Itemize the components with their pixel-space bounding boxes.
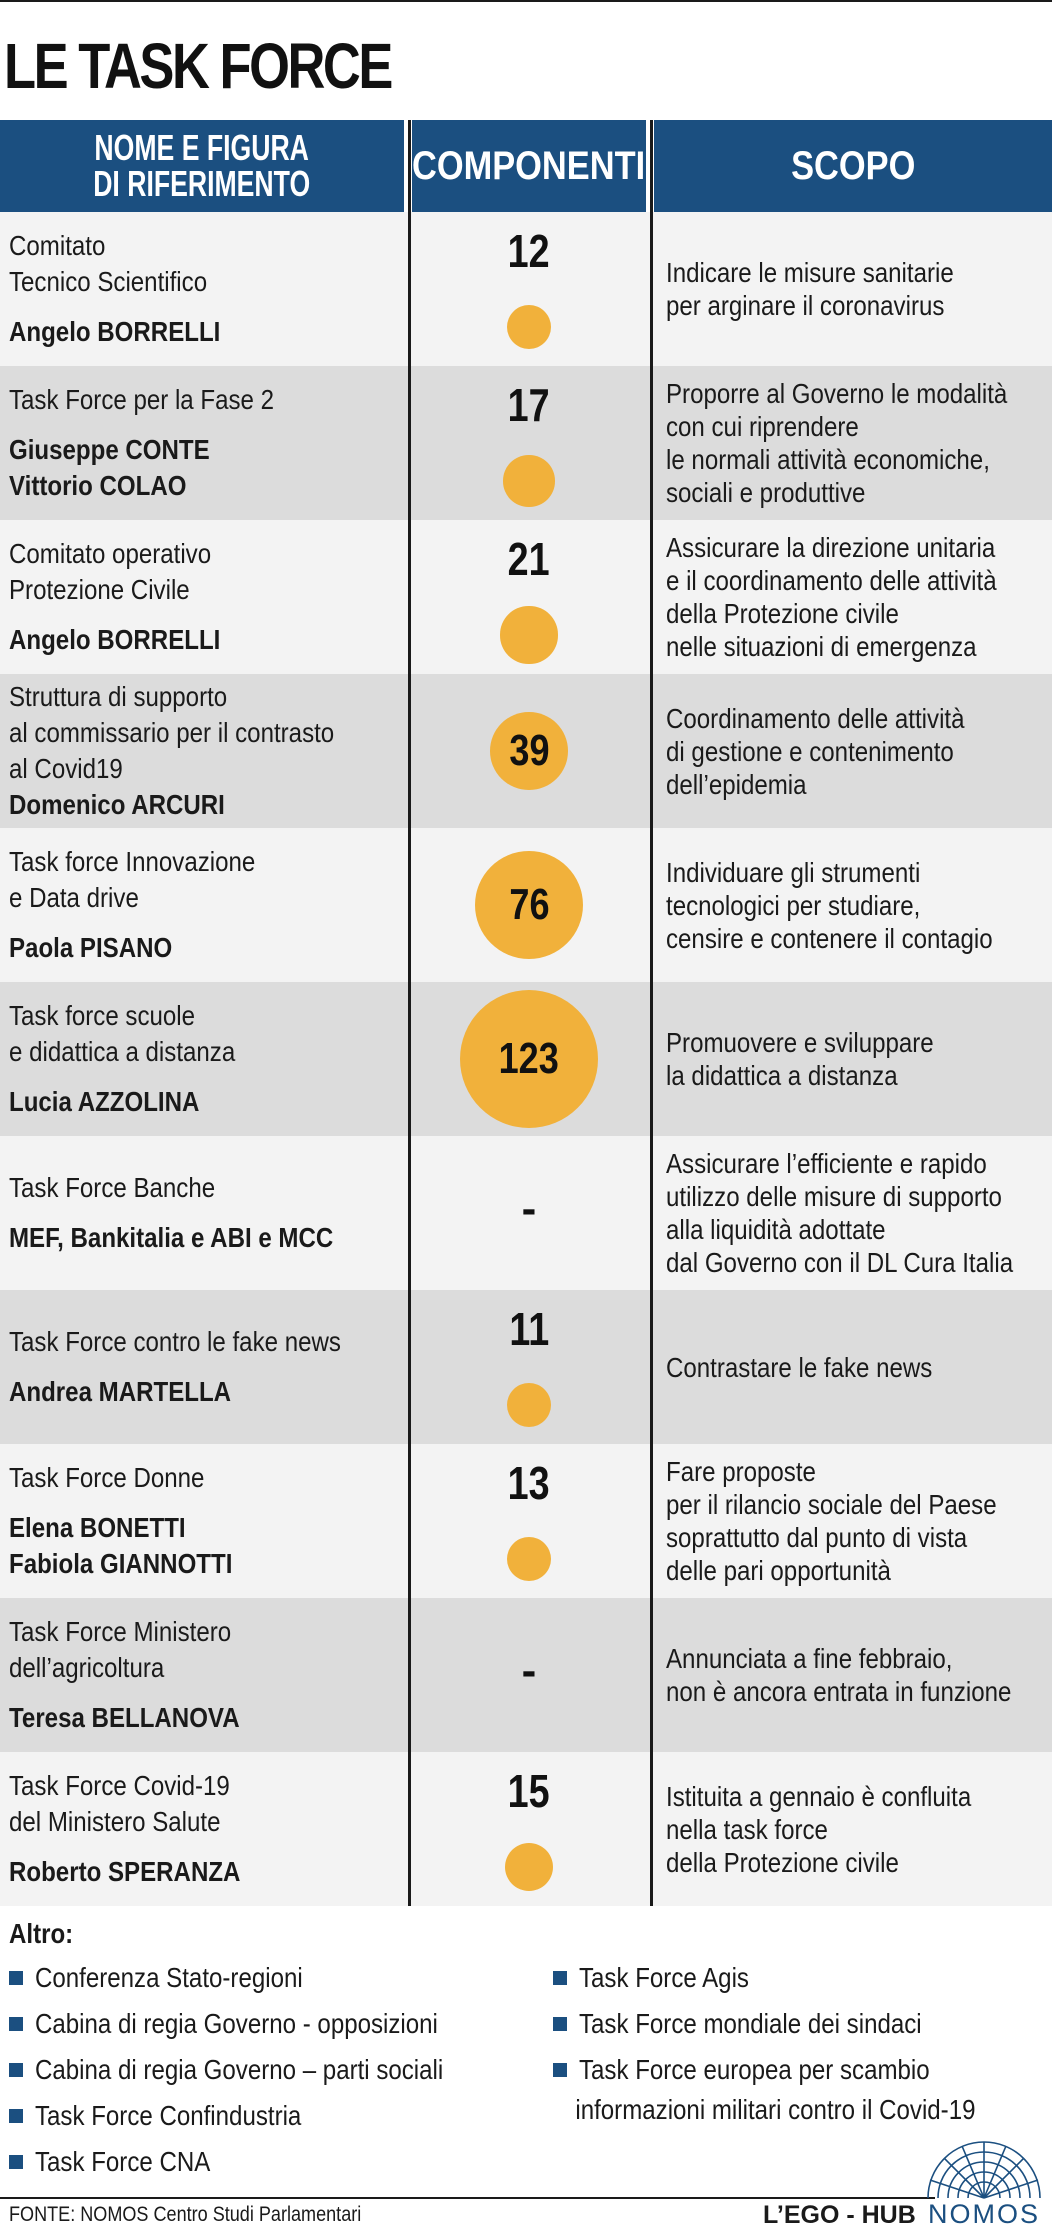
components-cell xyxy=(412,366,646,520)
scope-line: censire e contenere il contagio xyxy=(666,922,993,954)
scope-cell xyxy=(666,674,1052,828)
square-bullet-icon xyxy=(9,2017,23,2031)
task-force-name-line: Comitato operativo xyxy=(9,538,212,569)
task-force-name xyxy=(9,828,405,982)
components-cell xyxy=(412,1598,646,1752)
scope-line: dal Governo con il DL Cura Italia xyxy=(666,1247,1014,1278)
altro-item-label: Cabina di regia Governo – parti sociali xyxy=(35,2054,444,2085)
scope-line: con cui riprendere xyxy=(666,411,859,442)
task-force-leader: Domenico ARCURI xyxy=(9,789,225,820)
task-force-leader: Giuseppe CONTE xyxy=(9,434,210,465)
task-force-leader: Fabiola GIANNOTTI xyxy=(9,1548,233,1579)
components-cell xyxy=(412,1290,646,1444)
column-divider-1 xyxy=(408,120,411,1906)
task-force-name xyxy=(9,366,405,520)
scope-line: nelle situazioni di emergenza xyxy=(666,631,977,662)
square-bullet-icon xyxy=(553,1971,567,1985)
task-force-name-line: al commissario per il contrasto xyxy=(9,717,335,748)
components-dash: - xyxy=(521,1646,537,1695)
altro-item-label: Cabina di regia Governo - opposizioni xyxy=(35,2008,438,2039)
scope-line: Istituita a gennaio è confluita xyxy=(666,1780,972,1812)
task-force-leader: Angelo BORRELLI xyxy=(9,624,221,655)
column-divider-2 xyxy=(650,120,653,1906)
components-cell xyxy=(412,212,646,366)
components-dash: - xyxy=(521,1184,537,1233)
table-row xyxy=(0,1444,1052,1598)
scope-line: Contrastare le fake news xyxy=(666,1351,933,1383)
altro-item xyxy=(9,2050,510,2096)
components-circle xyxy=(500,606,557,663)
task-force-name xyxy=(9,1290,405,1444)
components-count: 21 xyxy=(508,533,550,585)
header-components: COMPONENTI xyxy=(412,120,646,212)
credit-label: L’EGO - HUB xyxy=(763,2201,916,2229)
scope-line: Proporre al Governo le modalità xyxy=(666,378,1008,409)
scope-line: delle pari opportunità xyxy=(666,1555,891,1586)
scope-line: le normali attività economiche, xyxy=(666,444,990,475)
task-force-name-line: Protezione Civile xyxy=(9,574,190,605)
nomos-logo-text: NOMOS xyxy=(928,2199,1041,2229)
task-force-name-line: Task Force contro le fake news xyxy=(9,1326,341,1357)
scope-cell xyxy=(666,982,1052,1136)
task-force-name xyxy=(9,1598,405,1752)
task-force-name xyxy=(9,520,405,674)
scope-line: dell’epidemia xyxy=(666,768,807,800)
scope-line: Promuovere e sviluppare xyxy=(666,1027,934,1058)
altro-list-left xyxy=(9,1958,510,2188)
table-row xyxy=(0,1752,1052,1906)
task-force-name-line: Task Force Ministero xyxy=(9,1616,232,1647)
table-row xyxy=(0,982,1052,1136)
scope-cell xyxy=(666,1136,1052,1290)
header-scope: SCOPO xyxy=(654,120,1052,212)
table-row xyxy=(0,1290,1052,1444)
scope-cell xyxy=(666,1444,1052,1598)
task-force-name-line: Comitato xyxy=(9,230,106,261)
task-force-name-line: Task force scuole xyxy=(9,1000,196,1031)
task-force-name-line: Task Force per la Fase 2 xyxy=(9,384,274,415)
scope-line: Assicurare la direzione unitaria xyxy=(666,532,996,563)
task-force-name-line: dell’agricoltura xyxy=(9,1652,165,1683)
components-circle xyxy=(505,1843,553,1891)
components-cell xyxy=(412,520,646,674)
task-force-leader: MEF, Bankitalia e ABI e MCC xyxy=(9,1222,334,1253)
task-force-name-line: Tecnico Scientifico xyxy=(9,266,208,297)
task-force-name xyxy=(9,1444,405,1598)
scope-cell xyxy=(666,366,1052,520)
task-force-name-line: Task Force Covid-19 xyxy=(9,1770,230,1801)
altro-item-label: Task Force CNA xyxy=(35,2146,211,2177)
table-row xyxy=(0,828,1052,982)
scope-line: la didattica a distanza xyxy=(666,1060,898,1091)
scope-line: soprattutto dal punto di vista xyxy=(666,1522,968,1553)
square-bullet-icon xyxy=(553,2017,567,2031)
scope-line: e il coordinamento delle attività xyxy=(666,565,997,596)
altro-item xyxy=(553,1958,1044,2004)
components-count: 39 xyxy=(508,726,550,775)
altro-item xyxy=(553,2004,1044,2050)
components-count: 13 xyxy=(508,1457,550,1509)
page-title: LE TASK FORCE xyxy=(4,30,391,102)
header-name-line-1: NOME E FIGURA xyxy=(94,127,310,168)
scope-line: utilizzo delle misure di supporto xyxy=(666,1181,1002,1212)
table-row xyxy=(0,1598,1052,1752)
components-count: 17 xyxy=(508,379,550,431)
bottom-rule xyxy=(0,2197,935,2199)
scope-line: tecnologici per studiare, xyxy=(666,889,921,921)
altro-item xyxy=(9,1958,510,2004)
components-circle xyxy=(507,305,551,349)
nomos-logo-icon xyxy=(922,2140,1046,2200)
scope-line: Annunciata a fine febbraio, xyxy=(666,1643,953,1674)
components-circle xyxy=(507,1383,551,1427)
components-cell xyxy=(412,1136,646,1290)
altro-item-label: Task Force mondiale dei sindaci xyxy=(579,2008,922,2039)
square-bullet-icon xyxy=(553,2063,567,2077)
square-bullet-icon xyxy=(9,2155,23,2169)
task-force-name-line: e didattica a distanza xyxy=(9,1036,236,1067)
task-force-leader: Lucia AZZOLINA xyxy=(9,1086,200,1117)
components-cell xyxy=(412,1752,646,1906)
altro-item-label: Conferenza Stato-regioni xyxy=(35,1962,303,1993)
components-circle xyxy=(503,455,554,506)
scope-line: Coordinamento delle attività xyxy=(666,702,965,734)
task-force-name xyxy=(9,1136,405,1290)
scope-cell xyxy=(666,520,1052,674)
top-rule xyxy=(0,0,1052,2)
table-row xyxy=(0,366,1052,520)
altro-item-label: Task Force Agis xyxy=(579,1962,749,1993)
task-force-leader: Elena BONETTI xyxy=(9,1512,186,1543)
table-row xyxy=(0,212,1052,366)
altro-item xyxy=(9,2142,510,2188)
components-count: 12 xyxy=(508,225,550,277)
components-count: 76 xyxy=(508,880,550,929)
task-force-table xyxy=(0,212,1052,1906)
scope-line: per il rilancio sociale del Paese xyxy=(666,1489,997,1520)
task-force-name-line: e Data drive xyxy=(9,882,139,913)
task-force-name xyxy=(9,1752,405,1906)
altro-label: Altro: xyxy=(9,1918,74,1949)
table-row xyxy=(0,1136,1052,1290)
task-force-name xyxy=(9,982,405,1136)
components-cell xyxy=(412,674,646,828)
task-force-leader: Teresa BELLANOVA xyxy=(9,1702,240,1733)
task-force-name-line: Task Force Donne xyxy=(9,1462,205,1493)
square-bullet-icon xyxy=(9,1971,23,1985)
task-force-name-line: Task force Innovazione xyxy=(9,846,256,877)
task-force-name-line: del Ministero Salute xyxy=(9,1806,221,1837)
altro-item xyxy=(9,2096,510,2142)
table-row xyxy=(0,674,1052,828)
scope-cell xyxy=(666,1290,1052,1444)
scope-line: della Protezione civile xyxy=(666,598,899,629)
task-force-leader: Angelo BORRELLI xyxy=(9,316,221,347)
components-count: 15 xyxy=(508,1765,550,1817)
square-bullet-icon xyxy=(9,2063,23,2077)
scope-cell xyxy=(666,828,1052,982)
components-count: 11 xyxy=(509,1303,549,1355)
scope-line: per arginare il coronavirus xyxy=(666,290,945,321)
task-force-name-line: Struttura di supporto xyxy=(9,681,228,712)
scope-line: Individuare gli strumenti xyxy=(666,856,921,888)
scope-line: nella task force xyxy=(666,1813,828,1845)
scope-line: alla liquidità adottate xyxy=(666,1214,886,1245)
scope-line: Fare proposte xyxy=(666,1456,816,1487)
altro-item xyxy=(9,2004,510,2050)
square-bullet-icon xyxy=(9,2109,23,2123)
table-row xyxy=(0,520,1052,674)
task-force-name xyxy=(9,674,405,828)
task-force-leader: Vittorio COLAO xyxy=(9,470,187,501)
scope-line: Indicare le misure sanitarie xyxy=(666,257,954,288)
task-force-name xyxy=(9,212,405,366)
altro-item-continuation: informazioni militari contro il Covid-19 xyxy=(575,2094,976,2125)
header-name xyxy=(0,120,404,212)
components-cell xyxy=(412,982,646,1136)
task-force-leader: Andrea MARTELLA xyxy=(9,1376,232,1407)
components-circle xyxy=(507,1537,552,1582)
task-force-leader: Paola PISANO xyxy=(9,932,173,963)
task-force-name-line: al Covid19 xyxy=(9,753,123,784)
altro-list-right xyxy=(553,1958,1044,2130)
scope-line: della Protezione civile xyxy=(666,1846,899,1878)
header-name-line-2: DI RIFERIMENTO xyxy=(93,163,311,204)
altro-item-label: Task Force europea per scambio xyxy=(579,2054,930,2085)
components-cell xyxy=(412,1444,646,1598)
components-count: 123 xyxy=(498,1034,560,1083)
source-note: FONTE: NOMOS Centro Studi Parlamentari xyxy=(9,2203,362,2226)
components-cell xyxy=(412,828,646,982)
scope-cell xyxy=(666,212,1052,366)
scope-line: Assicurare l’efficiente e rapido xyxy=(666,1148,987,1179)
scope-line: sociali e produttive xyxy=(666,477,866,508)
task-force-name-line: Task Force Banche xyxy=(9,1172,216,1203)
scope-cell xyxy=(666,1752,1052,1906)
altro-item-label: Task Force Confindustria xyxy=(35,2100,302,2131)
task-force-leader: Roberto SPERANZA xyxy=(9,1856,241,1887)
scope-line: non è ancora entrata in funzione xyxy=(666,1676,1012,1707)
scope-cell xyxy=(666,1598,1052,1752)
scope-line: di gestione e contenimento xyxy=(666,735,954,767)
